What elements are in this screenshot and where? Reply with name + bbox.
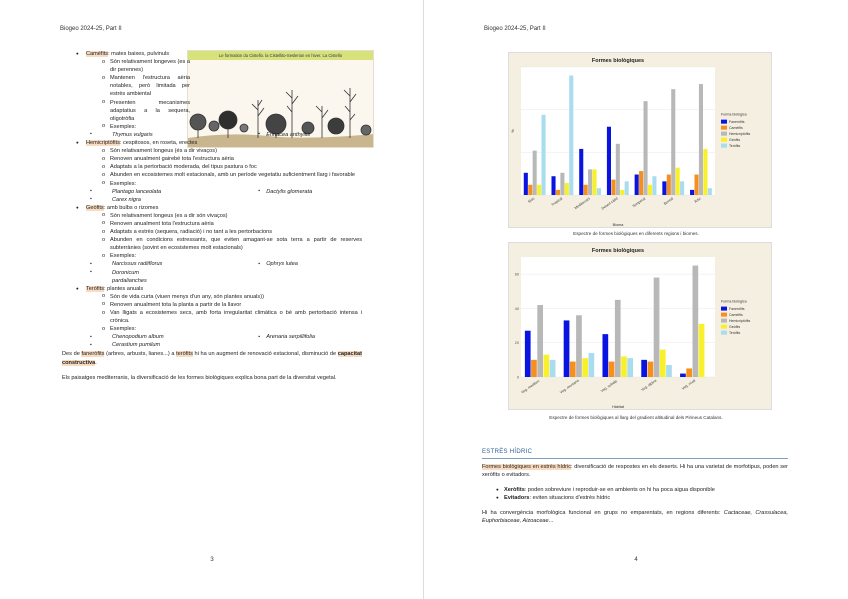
chart-title: Formes biològiques xyxy=(591,248,645,254)
example-erinacea: ▪ Erinacea anthyllis xyxy=(240,131,362,139)
bar-hemicriptòfits-1 xyxy=(560,173,564,195)
bar-geòfits-4 xyxy=(648,185,652,195)
x-tick-label: Tropical xyxy=(550,196,564,208)
example-ophrys: ▪ Ophrys lutea xyxy=(240,260,362,268)
caption-biomes: Espectre de formes biològiques en diferents regions i biomes. xyxy=(573,231,699,236)
section-terofits xyxy=(62,285,362,334)
y-axis-label: % xyxy=(511,129,515,133)
section-title-estres-hidric: ESTRÈS HÍDRIC xyxy=(482,449,533,455)
example-cerastium: ▪ Cerastium pumilum xyxy=(72,341,240,349)
x-tick-label: Àrtic xyxy=(693,196,702,204)
legend-label-4: Teròfits xyxy=(729,330,741,335)
example-carex: ▪ Carex nigra xyxy=(72,196,240,204)
bar-caméfits-4 xyxy=(639,171,643,195)
example-thymus: ▪ Thymus vulgaris xyxy=(72,131,240,139)
chart-biomes xyxy=(508,52,772,228)
bar-faneròfits-5 xyxy=(662,181,666,195)
desc-hemicriptofits: : cespitosos, en roseta, erectes xyxy=(119,140,198,147)
bar-hemicriptòfits-0 xyxy=(537,305,543,377)
x-tick-label: Món xyxy=(527,196,536,204)
page-number: 3 xyxy=(210,557,214,563)
legend-label-0: Faneròfits xyxy=(729,306,745,311)
legend-swatch-4 xyxy=(721,144,727,148)
bar-faneròfits-3 xyxy=(641,360,647,377)
bar-geòfits-0 xyxy=(537,185,541,195)
camefits-point-2: o Mantenen l'estructura aèria notables, però limitada per estrès ambiental xyxy=(80,74,190,98)
x-tick-label: Boreal xyxy=(663,196,675,206)
para1-a: Des de xyxy=(62,351,82,358)
bar-hemicriptòfits-3 xyxy=(654,278,660,377)
hemicriptofits-point-2: o Renoven anualment gairebé tota l'estructura aèria xyxy=(80,155,362,163)
desc-geofits: : amb bulbs o rizomes xyxy=(103,204,159,211)
camefits-point-4: o Exemples: xyxy=(80,123,190,131)
final-b: ... xyxy=(548,518,554,525)
bar-teròfits-3 xyxy=(666,365,672,377)
desc-terofits: : plantes anuals xyxy=(104,285,144,292)
page-number: 4 xyxy=(634,557,638,563)
para1-c: hi ha un augment de renovació estacional, disminució de xyxy=(192,351,338,358)
x-tick-label: Mediterrani xyxy=(573,196,591,211)
legend-swatch-3 xyxy=(721,138,727,142)
bar-hemicriptòfits-5 xyxy=(671,89,675,195)
legend-swatch-2 xyxy=(721,319,727,323)
term-camefits: Caméfits xyxy=(86,51,109,57)
bar-teròfits-4 xyxy=(652,176,656,195)
bar-hemicriptòfits-2 xyxy=(588,169,592,195)
chart-altitude-svg xyxy=(509,243,773,411)
y-tick-label: 0 xyxy=(516,375,519,380)
terofits-point-1: o Són de vida curta (viuen menys d'un any, són plantes anuals)) xyxy=(80,293,362,301)
bar-geòfits-0 xyxy=(544,355,550,377)
bar-hemicriptòfits-1 xyxy=(576,315,582,377)
legend-swatch-1 xyxy=(721,313,727,317)
legend-label-2: Hemicriptòfits xyxy=(729,131,751,136)
x-axis-label: Hàbitat xyxy=(611,405,625,409)
bar-caméfits-1 xyxy=(570,362,576,377)
bar-geòfits-4 xyxy=(699,324,705,377)
bar-faneròfits-2 xyxy=(579,149,583,195)
hemicriptofits-point-3: o Adaptats a la pertorbació moderada, del tipus pastura o foc xyxy=(80,163,362,171)
legend-label-4: Teròfits xyxy=(729,143,741,148)
term-terofits: Teròfits xyxy=(86,285,105,292)
geofits-point-4: o Abunden en condicions estressants, que eviten amagant-se sota terra a partir de reserves subterrànies (sovint en ecosistemes molt estacionals) xyxy=(80,236,362,252)
left-content xyxy=(62,50,362,382)
x-tick-label: Temperat xyxy=(631,196,647,209)
para1-d: . xyxy=(95,359,97,366)
para1-b: (arbres, arbusts, lianes...) a xyxy=(104,351,177,358)
x-tick-label: Veg. montana xyxy=(559,378,580,395)
bar-caméfits-5 xyxy=(667,175,671,195)
y-tick-label: 20 xyxy=(514,341,519,346)
paragraph-estres xyxy=(482,463,788,479)
bar-caméfits-3 xyxy=(647,362,653,377)
geofits-point-1: o Són relativament longeus (es a dir són vivaços) xyxy=(80,212,362,220)
caption-altitude: Espectre de formes biològiques al llarg del gradient altitudinal dels Pirineus Catalans. xyxy=(549,415,723,420)
bar-hemicriptòfits-4 xyxy=(692,266,698,377)
bar-caméfits-0 xyxy=(528,185,532,195)
bar-teròfits-6 xyxy=(708,188,712,195)
hemicriptofits-point-1: o Són relativament longeus (és a dir vivaços) xyxy=(80,147,362,155)
bar-caméfits-6 xyxy=(694,175,698,195)
geofits-point-5: o Exemples: xyxy=(80,252,362,260)
y-tick-label: 40 xyxy=(514,306,519,311)
legend-title: Forma biològica xyxy=(721,112,747,117)
chart-altitude xyxy=(508,242,772,410)
bar-geòfits-2 xyxy=(621,356,627,377)
legend-label-1: Caméfits xyxy=(729,125,743,130)
bar-faneròfits-4 xyxy=(635,175,639,195)
geofits-point-3: o Adaptats a estrès (sequera, radiació) i no tant a les pertorbacions xyxy=(80,228,362,236)
paragraph-paisatges: Els paisatges mediterranis, la diversificació de les formes biològiques explica bona part de la diversitat vegetal. xyxy=(62,374,337,381)
legend-swatch-3 xyxy=(721,325,727,329)
intro-rest: : diversificació de respostes en els deserts. Hi ha una varietat de morfotipus, poden ser xeròfits o evitadors. xyxy=(482,464,788,479)
bar-teròfits-2 xyxy=(597,188,601,195)
section-hemicriptofits xyxy=(62,139,362,188)
legend-label-3: Geòfits xyxy=(729,137,741,142)
x-tick-label: Desert càlid xyxy=(600,196,619,211)
bar-geòfits-1 xyxy=(582,358,588,377)
bar-hemicriptòfits-2 xyxy=(615,300,621,377)
bar-caméfits-3 xyxy=(611,180,615,195)
text-xerofits: : poden sobreviure i reproduir-se en ambients on hi ha poca aigua disponible xyxy=(524,487,715,494)
bar-teròfits-0 xyxy=(550,360,556,377)
y-tick-label: 60 xyxy=(514,272,519,277)
legend-label-3: Geòfits xyxy=(729,324,741,329)
bar-teròfits-1 xyxy=(569,76,573,195)
legend-swatch-0 xyxy=(721,307,727,311)
bar-faneròfits-4 xyxy=(680,374,686,377)
bullet-xerofits xyxy=(482,486,788,494)
illustration-banner-text: Le formation du Cistello. la Cistellito-Seslerion en hiver. La Cistello xyxy=(188,51,373,60)
hemicriptofits-point-5: o Exemples: xyxy=(80,180,362,188)
intro-highlight: Formes biològiques en estrès hídric xyxy=(482,464,572,470)
legend-title: Forma biològica xyxy=(721,299,747,304)
x-tick-label: Veg. alpina xyxy=(640,378,658,393)
x-tick-label: Veg. nival xyxy=(681,378,697,391)
legend-label-2: Hemicriptòfits xyxy=(729,318,751,323)
bar-teròfits-0 xyxy=(542,115,546,195)
term-evitadors: Evitadors xyxy=(504,495,530,502)
bar-teròfits-2 xyxy=(627,358,633,377)
desc-camefits: : mates baixes, pulvinuls xyxy=(108,51,170,57)
final-families: Cactaceae, Crassulacea, Euphorbiaceae, Aizoaceae xyxy=(482,510,788,525)
section-camefits xyxy=(62,50,190,131)
example-plantago: ▪ Plantago lanceolata xyxy=(72,188,240,196)
example-narcissus: ▪ Narcissus radiiflorus xyxy=(72,260,240,268)
bar-teròfits-5 xyxy=(680,181,684,195)
bar-geòfits-1 xyxy=(565,183,569,195)
bar-faneròfits-3 xyxy=(607,127,611,195)
paragraph-convergencia xyxy=(482,509,788,525)
bar-geòfits-3 xyxy=(660,350,666,377)
term-geofits: Geòfits xyxy=(86,204,104,211)
bar-teròfits-3 xyxy=(625,181,629,195)
bar-faneròfits-0 xyxy=(525,331,531,377)
camefits-point-3: o Presenten mecanismes adaptatius a la sequera, oligotròfia xyxy=(80,99,190,123)
term-hemicriptofits: Hemicriptòfits xyxy=(86,140,120,147)
chart-title: Formes biològiques xyxy=(591,58,645,64)
legend-label-0: Faneròfits xyxy=(729,119,745,124)
x-tick-label: Veg. mediterr. xyxy=(520,378,541,395)
bar-caméfits-1 xyxy=(556,190,560,195)
bar-hemicriptòfits-4 xyxy=(643,101,647,195)
para1-term-capacitat: capacitat constructiva xyxy=(62,351,362,366)
right-content xyxy=(482,463,788,526)
bar-faneròfits-1 xyxy=(551,176,555,195)
bar-geòfits-2 xyxy=(593,169,597,195)
legend-swatch-2 xyxy=(721,132,727,136)
para1-term-terofits: teròfits xyxy=(176,351,193,358)
bullet-evitadors xyxy=(482,494,788,502)
terofits-point-2: o Renoven anualment tota la planta a partir de la llavor xyxy=(80,301,362,309)
paragraph-renovacio xyxy=(62,350,362,366)
terofits-point-3: o Van lligats a ecosistemes secs, amb forta irregularitat climàtica o bé amb pertorbació intensa i crònica. xyxy=(80,309,362,325)
bar-faneròfits-2 xyxy=(602,334,608,377)
term-xerofits: Xeròfits xyxy=(504,487,525,494)
bar-faneròfits-0 xyxy=(524,173,528,195)
bar-caméfits-0 xyxy=(531,360,537,377)
hemicriptofits-point-4: o Abunden en ecosistemes molt estacionals, amb un període vegetatiu suficientment llarg i favorable xyxy=(80,171,362,179)
example-doronicum: ▪ Doronicum pardalianches xyxy=(72,269,162,285)
bar-geòfits-6 xyxy=(703,149,707,195)
bar-caméfits-4 xyxy=(686,368,692,377)
geofits-point-2: o Renoven anualment tota l'estructura aèria xyxy=(80,220,362,228)
section-divider xyxy=(482,458,788,459)
section-geofits xyxy=(62,204,362,261)
page-header: Biogeo 2024-25, Part II xyxy=(60,26,122,32)
legend-swatch-0 xyxy=(721,120,727,124)
bar-hemicriptòfits-3 xyxy=(616,144,620,195)
text-evitadors: : eviten situacions d'estrès hídric xyxy=(529,495,611,502)
bar-hemicriptòfits-6 xyxy=(699,84,703,195)
bar-caméfits-2 xyxy=(584,185,588,195)
example-arenaria: ▪ Arenaria serpillifolia xyxy=(240,333,362,341)
bar-faneròfits-1 xyxy=(564,320,570,377)
page-header: Biogeo 2024-25, Part II xyxy=(484,26,546,32)
terofits-point-4: o Exemples: xyxy=(80,325,362,333)
chart-biomes-svg xyxy=(509,53,773,229)
final-a: Hi ha convergència morfològica funcional en grups no emparentats, en regions diferents: xyxy=(482,510,724,517)
camefits-point-1: o Són relativament longeves (es a dir perennes) xyxy=(80,58,190,74)
bar-geòfits-3 xyxy=(620,190,624,195)
x-axis-label: Bioma xyxy=(612,223,624,227)
legend-swatch-4 xyxy=(721,331,727,335)
example-chenopodium: ▪ Chenopodium album xyxy=(72,333,240,341)
bar-hemicriptòfits-0 xyxy=(533,151,537,195)
bar-faneròfits-6 xyxy=(690,190,694,195)
para1-term-fanerofits: faneròfits xyxy=(81,351,105,358)
legend-swatch-1 xyxy=(721,126,727,130)
x-tick-label: Veg. subalp. xyxy=(600,378,619,394)
bar-geòfits-5 xyxy=(676,168,680,195)
legend-label-1: Caméfits xyxy=(729,312,743,317)
example-dactylis: ▪ Dactylis glomerata xyxy=(240,188,362,196)
bar-caméfits-2 xyxy=(609,362,615,377)
bar-teròfits-1 xyxy=(589,353,595,377)
